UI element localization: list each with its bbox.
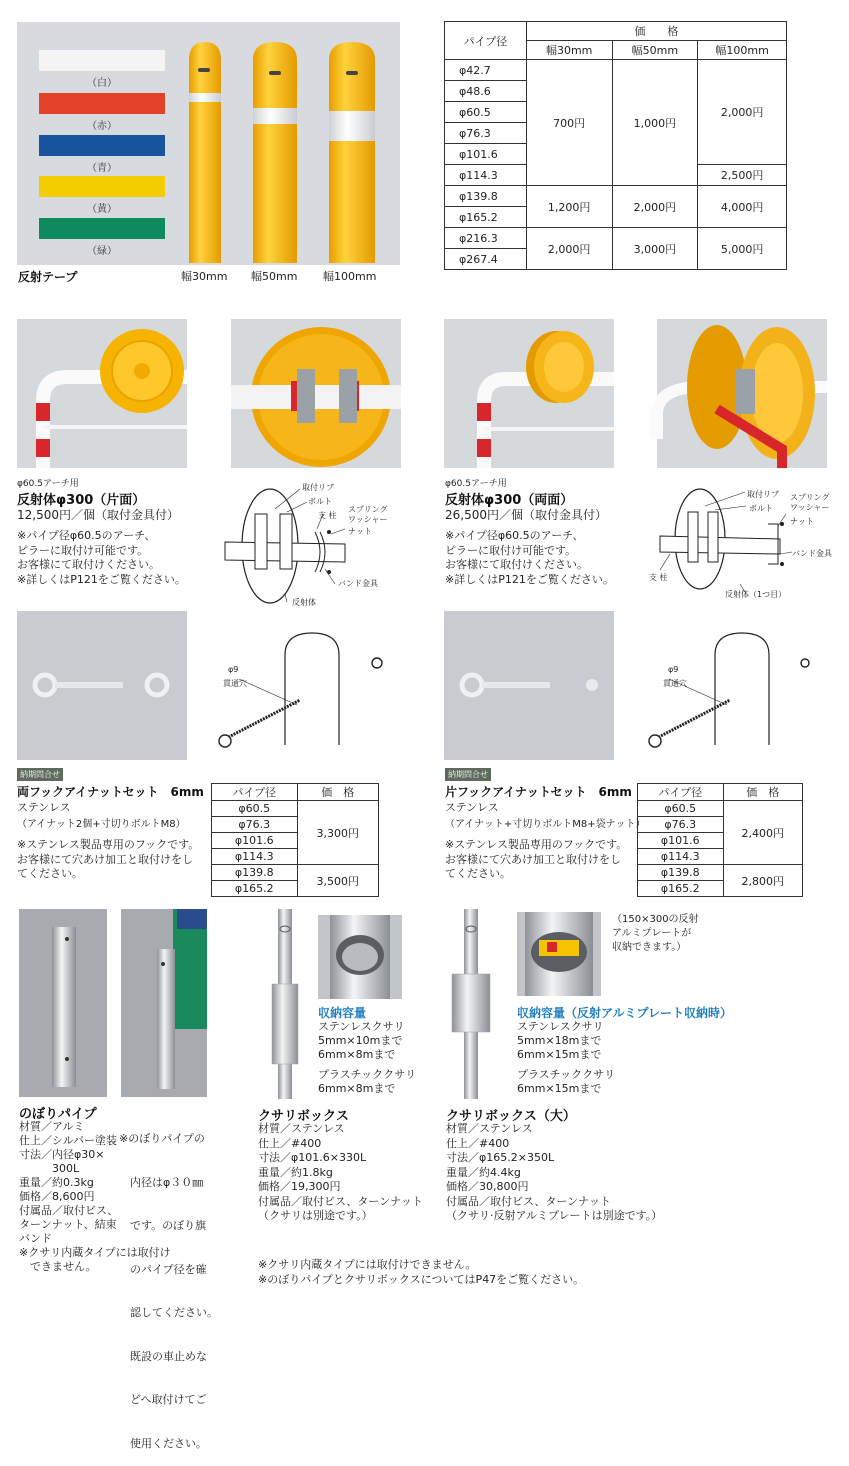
cap-line: 6mm×8mまで	[318, 1048, 396, 1061]
note-line: ※パイプ径φ60.5のアーチ、	[17, 529, 156, 542]
row-pipe: φ139.8	[445, 186, 527, 207]
tape-width-100: 幅100mm	[323, 270, 377, 283]
hook2-mat: ステンレス	[445, 801, 499, 814]
note-line: アルミプレートが	[612, 928, 692, 939]
reflector2-title: 反射体φ300（両面）	[445, 493, 574, 508]
th-pipe: パイプ径	[445, 22, 527, 60]
row-pipe: φ114.3	[212, 849, 298, 865]
note-line: ※ステンレス製品専用のフックです。	[17, 838, 200, 851]
row-pipe: φ267.4	[445, 249, 527, 270]
swatch-yellow-label: （黄）	[87, 204, 117, 215]
th-w50: 幅50mm	[612, 41, 698, 60]
row-pipe: φ60.5	[638, 801, 724, 817]
note-line: どへ取付けてご	[119, 1393, 207, 1406]
reflector2-photo	[444, 319, 614, 468]
note-line: 収納できます。）	[612, 942, 687, 953]
reflector1-note	[17, 529, 186, 587]
row-pipe: φ165.2	[638, 881, 724, 897]
spec-line: 仕上／シルバー塗装	[19, 1134, 117, 1147]
swatch-yellow	[39, 176, 165, 197]
note-line: ※クサリ内蔵タイプには取付け	[19, 1246, 171, 1259]
row-pipe: φ165.2	[445, 207, 527, 228]
cell-price: 700円	[526, 60, 612, 186]
note-line: お客様にて取付けください。	[17, 558, 160, 571]
swatch-blue-label: （青）	[87, 163, 117, 174]
cap-line: ステンレスクサリ	[517, 1020, 604, 1033]
hook2-badge: 納期問合せ	[445, 768, 491, 781]
th-pipe: パイプ径	[212, 784, 298, 801]
row-pipe: φ139.8	[212, 865, 298, 881]
hook1-diag-phi: φ9	[228, 665, 239, 674]
spec-line: 寸法／内径φ30×	[19, 1148, 105, 1161]
cell-price: 3,000円	[612, 228, 698, 270]
note-line: 使用ください。	[119, 1436, 207, 1450]
row-pipe: φ139.8	[638, 865, 724, 881]
note-line: （150×300の反射	[612, 914, 699, 925]
tape-width-30: 幅30mm	[181, 270, 228, 283]
row-pipe: φ48.6	[445, 81, 527, 102]
note-line: 認してください。	[119, 1306, 218, 1319]
note-line: ※パイプ径φ60.5のアーチ、	[445, 529, 584, 542]
note-line: 内径はφ３０㎜	[119, 1175, 204, 1189]
note-line: お客様にて穴あけ加工と取付けをし	[445, 852, 621, 866]
row-pipe: φ101.6	[212, 833, 298, 849]
spec-line: 付属品／取付ビス、ターンナット	[258, 1194, 423, 1208]
th-pipe: パイプ径	[638, 784, 724, 801]
th-price: 価 格	[723, 784, 803, 801]
th-w100: 幅100mm	[698, 41, 787, 60]
cap-line: 6mm×15mまで	[517, 1048, 602, 1061]
diag2-pillar: 支 柱	[649, 573, 668, 582]
note-line: お客様にて穴あけ加工と取付けをし	[17, 852, 193, 866]
note-line: てください。	[445, 867, 511, 880]
hook1-note	[17, 838, 199, 882]
hook2-diag-hole: 貫通穴	[663, 679, 687, 688]
tape-title: 反射テープ	[18, 270, 78, 284]
spec-line: （クサリ·反射アルミプレートは別途です。）	[446, 1209, 663, 1222]
spec-line: 寸法／φ101.6×330L	[258, 1151, 367, 1164]
spec-line: 重量／約0.3kg	[19, 1176, 94, 1189]
nobori-photo	[19, 909, 107, 1097]
spec-line: （クサリは別途です。）	[258, 1209, 373, 1222]
diag1-rib: 取付リブ	[302, 483, 334, 492]
cell-price: 2,400円	[723, 801, 803, 865]
hook2-photo	[444, 611, 614, 760]
th-price: 価 格	[526, 22, 786, 41]
hook2-sub: （アイナット+寸切りボルトM8+袋ナット）	[445, 819, 646, 830]
row-pipe: φ101.6	[638, 833, 724, 849]
chainbox2-capacity-title: 収納容量（反射アルミプレート収納時）	[517, 1006, 733, 1020]
spec-line: ターンナット、結束	[19, 1218, 117, 1231]
spec-line: 付属品／取付ビス、	[19, 1204, 119, 1217]
cell-price: 1,000円	[612, 60, 698, 186]
hook1-price-table	[211, 783, 379, 897]
reflector1-back-photo	[231, 319, 401, 468]
chainbox1-specs	[258, 1122, 423, 1224]
cell-price: 4,000円	[698, 186, 787, 228]
diag2-rib: 取付リブ	[747, 490, 779, 499]
swatch-green	[39, 218, 165, 239]
swatch-blue	[39, 135, 165, 156]
reflector1-small: φ60.5アーチ用	[17, 479, 79, 489]
note-line: ※詳しくはP121をご覧ください。	[445, 572, 614, 586]
hook2-note	[445, 838, 627, 882]
note-line: のパイプ径を確	[119, 1262, 207, 1276]
hook1-photo	[17, 611, 187, 760]
row-pipe: φ165.2	[212, 881, 298, 897]
row-pipe: φ76.3	[445, 123, 527, 144]
swatch-green-label: （緑）	[87, 246, 117, 257]
spec-line: 重量／約4.4kg	[446, 1165, 521, 1179]
spec-line: 寸法／φ165.2×350L	[446, 1151, 555, 1164]
note-line: てください。	[17, 867, 83, 880]
spec-line: 300L	[19, 1162, 80, 1175]
cell-price: 2,500円	[698, 165, 787, 186]
spec-line: 重量／約1.8kg	[258, 1165, 333, 1179]
diag1-nut: ナット	[348, 527, 372, 536]
cap-line: 6mm×8mまで	[318, 1082, 396, 1095]
swatch-white-label: （白）	[87, 78, 117, 89]
note-line: ※クサリ内蔵タイプには取付けできません。	[258, 1258, 477, 1271]
diag2-nut: ナット	[790, 517, 814, 526]
bollard-30mm	[189, 42, 221, 263]
hook1-diag-hole: 貫通穴	[223, 679, 247, 688]
note-line: ※のぼりパイプの	[119, 1132, 205, 1145]
spec-line: バンド	[19, 1232, 52, 1245]
row-pipe: φ114.3	[445, 165, 527, 186]
diag1-washer: スプリング ワッシャー	[348, 505, 388, 524]
hook1-badge: 納期問合せ	[17, 768, 63, 781]
spec-line: 付属品／取付ビス、ターンナット	[446, 1194, 611, 1208]
note-line: ※ステンレス製品専用のフックです。	[445, 838, 628, 851]
chainbox2-pole	[446, 909, 496, 1099]
hook1-title: 両フックアイナットセット 6mm	[17, 785, 204, 799]
hook2-title: 片フックアイナットセット 6mm	[445, 785, 632, 799]
cell-price: 2,000円	[698, 60, 787, 165]
nobori-title: のぼりパイプ	[19, 1107, 97, 1122]
chainbox1-title: クサリボックス	[258, 1109, 349, 1124]
diag2-bolt: ボルト	[749, 504, 773, 513]
spec-line: 材質／アルミ	[19, 1120, 85, 1133]
diag1-band: バンド金具	[338, 579, 378, 588]
chainbox2-note	[612, 913, 699, 955]
diag2-body: 反射体（1つ目）	[725, 590, 787, 599]
hook2-diag-phi: φ9	[668, 665, 679, 674]
row-pipe: φ76.3	[212, 817, 298, 833]
cell-price: 3,500円	[297, 865, 378, 897]
reflector2-note	[445, 529, 614, 587]
cell-price: 2,000円	[612, 186, 698, 228]
spec-line: 価格／8,600円	[19, 1190, 95, 1203]
swatch-red-label: （赤）	[87, 121, 117, 132]
swatch-white	[39, 50, 165, 71]
note-line: お客様にて取付けください。	[445, 558, 588, 571]
chainbox1-pole	[262, 909, 308, 1099]
hook1-mat: ステンレス	[17, 801, 71, 814]
reflector2-side-photo	[657, 319, 827, 468]
spec-line: 材質／ステンレス	[258, 1122, 345, 1135]
spec-line: 材質／ステンレス	[446, 1122, 533, 1135]
row-pipe: φ60.5	[212, 801, 298, 817]
chainbox2-photo	[517, 912, 601, 996]
diag2-band: バンド金具	[792, 549, 832, 558]
reflector1-photo	[17, 319, 187, 468]
bollards-illustration	[185, 38, 385, 266]
spec-line: 仕上／#400	[258, 1136, 322, 1150]
bollard-50mm	[253, 42, 297, 263]
spec-line: 価格／19,300円	[258, 1180, 341, 1193]
cell-price: 2,800円	[723, 865, 803, 897]
cap-line: 5mm×10mまで	[318, 1034, 403, 1047]
row-pipe: φ76.3	[638, 817, 724, 833]
hook1-sub: （アイナット2個+寸切りボルトM8）	[17, 819, 186, 830]
cap-line: プラスチッククサリ	[517, 1068, 616, 1081]
spec-line: 仕上／#400	[446, 1136, 510, 1150]
cell-price: 3,300円	[297, 801, 378, 865]
diag1-pillar: 支 柱	[318, 511, 337, 520]
note-line: ピラーに取付け可能です。	[17, 543, 149, 557]
cell-price: 2,000円	[526, 228, 612, 270]
swatch-red	[39, 93, 165, 114]
cap-line: 6mm×15mまで	[517, 1082, 602, 1095]
note-line: ※詳しくはP121をご覧ください。	[17, 572, 186, 586]
chainbox1-capacity-title: 収納容量	[318, 1006, 367, 1020]
cell-price: 5,000円	[698, 228, 787, 270]
cap-line: プラスチッククサリ	[318, 1068, 417, 1081]
spec-line: 価格／30,800円	[446, 1180, 529, 1193]
th-price: 価 格	[297, 784, 378, 801]
note-line: 既設の車止めな	[119, 1349, 207, 1363]
note-line: ※のぼりパイプとクサリボックスについてはP47をご覧ください。	[258, 1272, 585, 1286]
row-pipe: φ101.6	[445, 144, 527, 165]
chainbox1-capacity	[318, 1020, 416, 1096]
tape-price-table	[444, 21, 787, 270]
chainbox2-title: クサリボックス（大）	[446, 1109, 576, 1124]
reflector1-title: 反射体φ300（片面）	[17, 493, 146, 508]
bollard-100mm	[329, 42, 375, 263]
diag2-washer: スプリング ワッシャー	[790, 493, 830, 512]
row-pipe: φ114.3	[638, 849, 724, 865]
nobori-installed-photo	[121, 909, 207, 1097]
reflector2-small: φ60.5アーチ用	[445, 479, 507, 489]
diag1-body: 反射体	[292, 598, 316, 607]
chainbox1-photo	[318, 915, 402, 999]
cap-line: 5mm×18mまで	[517, 1034, 602, 1047]
tape-width-50: 幅50mm	[251, 270, 298, 283]
note-line: ピラーに取付け可能です。	[445, 543, 577, 557]
diag1-bolt: ボルト	[308, 497, 332, 506]
row-pipe: φ60.5	[445, 102, 527, 123]
note-line: できません。	[19, 1260, 97, 1273]
th-w30: 幅30mm	[526, 41, 612, 60]
chainbox2-capacity	[517, 1020, 615, 1096]
footer-notes	[258, 1258, 584, 1287]
reflector2-price: 26,500円／個（取付金具付）	[445, 508, 607, 522]
hook2-price-table	[637, 783, 803, 897]
cell-price: 1,200円	[526, 186, 612, 228]
note-line: です。のぼり旗	[119, 1219, 207, 1232]
row-pipe: φ42.7	[445, 60, 527, 81]
chainbox2-specs	[446, 1122, 662, 1224]
nobori-side-note	[119, 1103, 218, 1466]
cap-line: ステンレスクサリ	[318, 1020, 405, 1033]
row-pipe: φ216.3	[445, 228, 527, 249]
reflector1-price: 12,500円／個（取付金具付）	[17, 508, 179, 522]
